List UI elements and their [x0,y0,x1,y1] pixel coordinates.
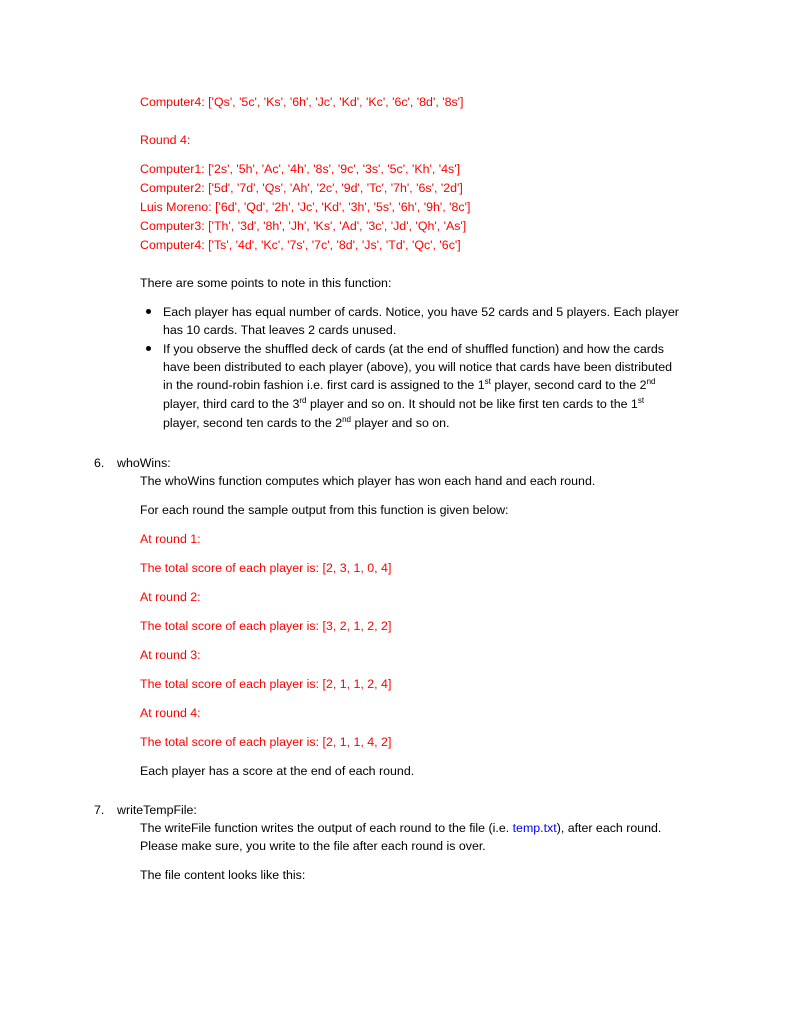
bullet2-line1: If you observe the shuffled deck of cards (at the end of shuffled function) and how the cards [163,342,664,356]
round4-heading: Round 4: [140,133,191,147]
hand-computer4-round3: Computer4: ['Qs', '5c', 'Ks', '6h', 'Jc', 'Kd', 'Kc', '6c', '8d', '8s'] [140,95,464,109]
section6-title: whoWins: [117,456,171,470]
round2-label: At round 2: [140,590,201,604]
hand-computer2: Computer2: ['5d', '7d', 'Qs', 'Ah', '2c', '9d', 'Tc', '7h', '6s', '2d'] [140,181,463,195]
bullet2-line2: have been distributed to each player (above), you will notice that cards have been distributed [163,360,673,374]
round4-score: The total score of each player is: [2, 1, 1, 4, 2] [140,735,392,749]
bullet2-line4: player, third card to the 3rd player and so on. It should not be like first ten cards to the 1st [163,396,645,411]
bullet1-line1: Each player has equal number of cards. Notice, you have 52 cards and 5 players. Each player [163,305,679,319]
section6-sample-intro: For each round the sample output from this function is given below: [140,503,509,517]
section7-line1: The writeFile function writes the output of each round to the file (i.e. temp.txt), after each round. [140,821,662,835]
round3-score: The total score of each player is: [2, 1, 1, 2, 4] [140,677,392,691]
notes-intro: There are some points to note in this function: [140,276,392,290]
round1-label: At round 1: [140,532,201,546]
temp-file-link[interactable]: temp.txt [512,821,557,835]
section6-summary: Each player has a score at the end of each round. [140,764,415,778]
section7-number: 7. [94,803,105,817]
section7-title: writeTempFile: [117,803,197,817]
bullet-icon [146,309,151,314]
hand-luis-moreno: Luis Moreno: ['6d', 'Qd', '2h', 'Jc', 'Kd', '3h', '5s', '6h', '9h', '8c'] [140,200,471,214]
bullet2-line5: player, second ten cards to the 2nd player and so on. [163,415,450,430]
round1-score: The total score of each player is: [2, 3, 1, 0, 4] [140,561,392,575]
hand-computer4: Computer4: ['Ts', '4d', 'Kc', '7s', '7c', '8d', 'Js', 'Td', 'Qc', '6c'] [140,238,461,252]
section6-number: 6. [94,456,105,470]
hand-computer3: Computer3: ['Th', '3d', '8h', 'Jh', 'Ks', 'Ad', '3c', 'Jd', 'Qh', 'As'] [140,219,467,233]
round2-score: The total score of each player is: [3, 2, 1, 2, 2] [140,619,392,633]
bullet2-line3: in the round-robin fashion i.e. first card is assigned to the 1st player, second card to the 2nd [163,377,656,392]
section7-line2: Please make sure, you write to the file after each round is over. [140,839,486,853]
round4-label: At round 4: [140,706,201,720]
round3-label: At round 3: [140,648,201,662]
bullet1-line2: has 10 cards. That leaves 2 cards unused. [163,323,397,337]
section6-description: The whoWins function computes which player has won each hand and each round. [140,474,596,488]
section7-line3: The file content looks like this: [140,868,306,882]
bullet-icon [146,346,151,351]
hand-computer1: Computer1: ['2s', '5h', 'Ac', '4h', '8s', '9c', '3s', '5c', 'Kh', '4s'] [140,162,461,176]
